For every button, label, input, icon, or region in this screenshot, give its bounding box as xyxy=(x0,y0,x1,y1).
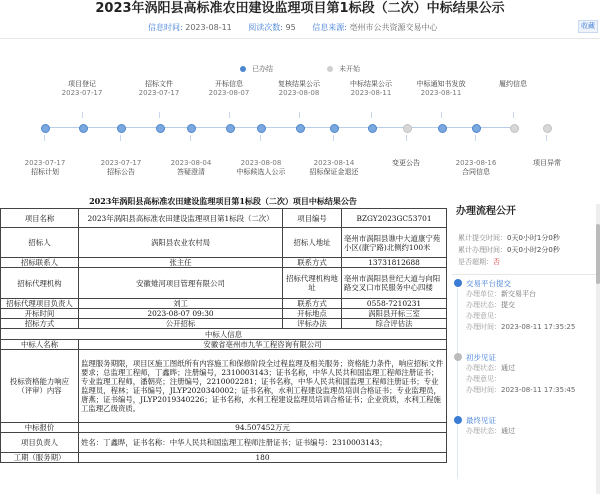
table-row xyxy=(1,350,447,423)
cell: 安徽雉河项目管理有限公司 xyxy=(79,268,283,299)
process-steps xyxy=(452,278,600,437)
step-field xyxy=(466,300,600,311)
cell: 0558-7210231 xyxy=(342,299,447,309)
timeline-line xyxy=(44,127,519,128)
field-label: 办理意见： xyxy=(466,375,501,383)
stage-date: 2023-07-17 xyxy=(100,159,142,167)
tick xyxy=(333,135,334,141)
stage-date: 2023-08-11 xyxy=(420,89,462,97)
stage-date: 2023-08-08 xyxy=(278,89,320,97)
info-time-label: 信息时间: xyxy=(148,23,183,32)
cell: 招标代理机构 xyxy=(1,268,79,299)
step-trading-submit[interactable] xyxy=(466,278,600,289)
cell: 招标代理机构地址 xyxy=(283,268,342,299)
table-row xyxy=(1,453,447,463)
field-label: 办理时间： xyxy=(466,386,501,394)
field-value: 提交 xyxy=(501,301,515,309)
stage-node-icon xyxy=(156,124,165,133)
step-name: 初步见证 xyxy=(466,353,496,362)
stage-node-icon xyxy=(79,124,88,133)
step-field xyxy=(466,311,600,322)
process-time-row xyxy=(452,244,600,256)
cell: 亳州市涡阳县谯中大道康宁苑小区(康宁路)北侧约100米 xyxy=(342,228,447,258)
tick xyxy=(546,135,547,141)
info-time: 2023-08-11 xyxy=(185,23,232,32)
field-label: 办理状态： xyxy=(466,301,501,309)
stage-label: 招标保证金退还 xyxy=(309,168,359,176)
field-value: 通过 xyxy=(501,364,515,372)
stage-date: 2023-08-11 xyxy=(350,89,392,97)
stage-node-icon xyxy=(41,124,50,133)
section-header: 中标人信息 xyxy=(1,329,447,340)
stage-node-icon xyxy=(257,124,266,133)
cell: 开标地点 xyxy=(283,309,342,319)
process-panel xyxy=(452,204,600,437)
tick xyxy=(475,135,476,141)
step-initial-witness[interactable] xyxy=(466,352,600,363)
stage-node-icon xyxy=(438,124,447,133)
overtime-row xyxy=(452,256,600,268)
table-row xyxy=(1,309,447,319)
stage-date: 2023-07-17 xyxy=(138,89,180,97)
stage-node-icon xyxy=(368,124,377,133)
cell: 开标时间 xyxy=(1,309,79,319)
step-field xyxy=(466,374,600,385)
submit-time: 0天0小时1分0秒 xyxy=(507,234,560,242)
legend-finished xyxy=(240,64,273,74)
stage-node-icon xyxy=(187,124,196,133)
field-label: 办理状态： xyxy=(466,427,501,435)
stage-label: 招标文件 xyxy=(145,80,173,88)
submit-time-row xyxy=(452,232,600,244)
stage-node-icon xyxy=(330,124,339,133)
stage-label: 中标候选人公示 xyxy=(236,168,286,176)
step-check-icon xyxy=(454,353,462,361)
cell: 监理服务期限，项目区施工图纸所有内容施工和保修阶段全过程监理及相关服务；资格能力条件，响应招标文件要求；总监理工程师，丁鑫晔；注册编号，2310003143；证书名称，中华人民共和国监理工程师注册证书；专业监理工程师，潘朝亮；注册编号，2210002281；证书名称，中华人民共和国监理工程师注册证书；专业监理员，程林；证书编号，JLYP2020340002；证书名称，水利工程建设监理员培训合格证书；专业监理员，唐燕；证书编号，JLYP2019340226；证书名称，水利工程建设监理员培训合格证书；企业资质，水利工程施工监理乙级资质。 xyxy=(79,350,447,423)
cell: 张主任 xyxy=(79,258,283,268)
stage-node-icon xyxy=(226,124,235,133)
step-final-witness[interactable] xyxy=(466,415,600,426)
stage-node-icon xyxy=(472,124,481,133)
field-label: 办理意见： xyxy=(466,312,501,320)
stage-date: 2023-07-17 xyxy=(61,89,103,97)
cell: 180 xyxy=(79,453,447,463)
process-time: 0天0小时2分0秒 xyxy=(507,246,560,254)
submit-time-label: 累计提交时间： xyxy=(458,234,507,242)
stage-date: 2023-07-17 xyxy=(24,159,66,167)
table-row xyxy=(1,268,447,299)
field-value: 2023-08-11 17:35:25 xyxy=(501,323,576,331)
stage-label: 履约信息 xyxy=(499,80,527,88)
field-value: 2023-08-11 17:35:45 xyxy=(501,386,576,394)
stage-label: 招标公告 xyxy=(107,168,135,176)
stage-label: 招标计划 xyxy=(31,168,59,176)
stage-label: 合同信息 xyxy=(462,168,490,176)
stage-node-icon xyxy=(510,124,519,133)
step-field xyxy=(466,426,600,437)
tick xyxy=(159,112,160,118)
table-row xyxy=(1,299,447,309)
finished-dot-icon xyxy=(240,66,246,72)
cell: 安徽省亳州市九华工程咨询有限公司 xyxy=(79,340,447,350)
source-label: 信息来源: xyxy=(312,23,347,32)
step-field xyxy=(466,385,600,407)
stage-date: 2023-08-14 xyxy=(313,159,355,167)
step-check-icon xyxy=(454,279,462,287)
tick xyxy=(229,112,230,118)
cell: 涡阳县农业农村局 xyxy=(79,228,283,258)
step-check-icon xyxy=(454,416,462,424)
cell: 公开招标 xyxy=(79,319,283,329)
table-row xyxy=(1,433,447,453)
table-row xyxy=(1,340,447,350)
overtime-label: 是否超期： xyxy=(458,258,493,266)
tick xyxy=(371,112,372,118)
stage-label: 中标通知书发放 xyxy=(416,80,466,88)
page-title: 2023年涡阳县高标准农田建设监理项目第1标段（二次）中标结果公示 xyxy=(95,1,505,16)
field-value: 新交易平台 xyxy=(501,290,536,298)
stage-date: 2023-08-04 xyxy=(170,159,212,167)
step-field xyxy=(466,289,600,300)
cell: 招标代理项目负责人 xyxy=(1,299,79,309)
stage-label: 答疑澄清 xyxy=(177,168,205,176)
cell: 13731812688 xyxy=(342,258,447,268)
cell: 联系方式 xyxy=(283,258,342,268)
tick xyxy=(441,112,442,118)
source: 亳州市公共资源交易中心 xyxy=(349,23,438,32)
tick xyxy=(120,135,121,141)
reads-label: 阅读次数: xyxy=(248,23,283,32)
tick xyxy=(260,135,261,141)
cell: 工期（服务期） xyxy=(1,453,79,463)
cell: 刘工 xyxy=(79,299,283,309)
document-title: 2023年涡阳县高标准农田建设监理项目第1标段（二次）项目中标结果公告 xyxy=(89,196,357,206)
legend-unfinished xyxy=(327,64,360,74)
reads-count: 95 xyxy=(285,23,296,32)
stage-date: 2023-08-16 xyxy=(455,159,497,167)
favorite-button[interactable]: 收藏 xyxy=(578,20,598,33)
stage-date: 2023-08-07 xyxy=(208,89,250,97)
tick xyxy=(190,135,191,141)
stage-top-7[interactable] xyxy=(468,80,558,89)
cell: 招标人 xyxy=(1,228,79,258)
step-field xyxy=(466,322,600,344)
stage-node-icon xyxy=(403,124,412,133)
result-announcement xyxy=(0,194,446,463)
cell: 中标人名称 xyxy=(1,340,79,350)
field-label: 办理状态： xyxy=(466,364,501,372)
scrollbar-thumb[interactable] xyxy=(596,224,600,284)
tick xyxy=(299,112,300,118)
cell: 94.507452万元 xyxy=(79,423,447,433)
legend-unfinished-label: 未开始 xyxy=(339,65,360,73)
cell: 2023年涡阳县高标准农田建设监理项目第1标段（二次） xyxy=(79,209,283,228)
divider xyxy=(0,38,600,39)
cell: 招标方式 xyxy=(1,319,79,329)
stage-node-icon xyxy=(296,124,305,133)
cell: 项目名称 xyxy=(1,209,79,228)
stage-label: 变更公告 xyxy=(392,159,420,167)
stage-label: 中标结果公示 xyxy=(350,80,392,88)
cell: 2023-08-07 09:30 xyxy=(79,309,283,319)
cell: 姓名：丁鑫晔，证书名称：中华人民共和国监理工程师注册证书；证书编号：2310003143； xyxy=(79,433,447,453)
table-row xyxy=(1,319,447,329)
legend-finished-label: 已办结 xyxy=(252,65,273,73)
info-meta xyxy=(148,22,452,33)
panel-scrollbar[interactable] xyxy=(596,204,600,494)
cell: 招标人地址 xyxy=(283,228,342,258)
tick xyxy=(44,135,45,141)
stage-label: 开标信息 xyxy=(215,80,243,88)
cell: 综合评估法 xyxy=(342,319,447,329)
result-table xyxy=(0,208,447,463)
field-label: 办理时间： xyxy=(466,323,501,331)
cell: 项目负责人 xyxy=(1,433,79,453)
table-row xyxy=(1,329,447,340)
stage-bottom-8[interactable] xyxy=(502,159,592,168)
overtime-value: 否 xyxy=(493,258,500,266)
table-row xyxy=(1,209,447,228)
stage-date: 2023-08-08 xyxy=(240,159,282,167)
cell: 中标报价 xyxy=(1,423,79,433)
steps-line xyxy=(457,288,458,478)
tick xyxy=(513,112,514,118)
table-row xyxy=(1,423,447,433)
cell: 项目编号 xyxy=(283,209,342,228)
panel-title: 办理流程公开 xyxy=(456,206,516,217)
cell: 招标联系人 xyxy=(1,258,79,268)
step-name: 交易平台提交 xyxy=(466,279,511,288)
step-name: 最终见证 xyxy=(466,416,496,425)
stage-node-icon xyxy=(117,124,126,133)
stage-label: 项目异常 xyxy=(533,159,561,167)
step-field xyxy=(466,363,600,374)
table-row xyxy=(1,228,447,258)
tick xyxy=(406,135,407,141)
cell: 投标资格能力响应（评审）内容 xyxy=(1,350,79,423)
process-timeline xyxy=(0,80,600,180)
stage-label: 项目登记 xyxy=(68,80,96,88)
field-label: 办理单位： xyxy=(466,290,501,298)
field-value: 通过 xyxy=(501,427,515,435)
cell: 评标办法 xyxy=(283,319,342,329)
unfinished-dot-icon xyxy=(327,66,333,72)
table-row xyxy=(1,258,447,268)
cell: 联系方式 xyxy=(283,299,342,309)
cell: 涡阳县开标三室 xyxy=(342,309,447,319)
cell: BZGY2023GC53701 xyxy=(342,209,447,228)
tick xyxy=(82,112,83,118)
panel-divider xyxy=(452,274,600,275)
cell: 亳州市涡阳县世纪大道与向阳路交叉口市民服务中心四楼 xyxy=(342,268,447,299)
process-time-label: 累计办理时间： xyxy=(458,246,507,254)
stage-node-icon xyxy=(543,124,552,133)
stage-label: 复核结果公示 xyxy=(278,80,320,88)
